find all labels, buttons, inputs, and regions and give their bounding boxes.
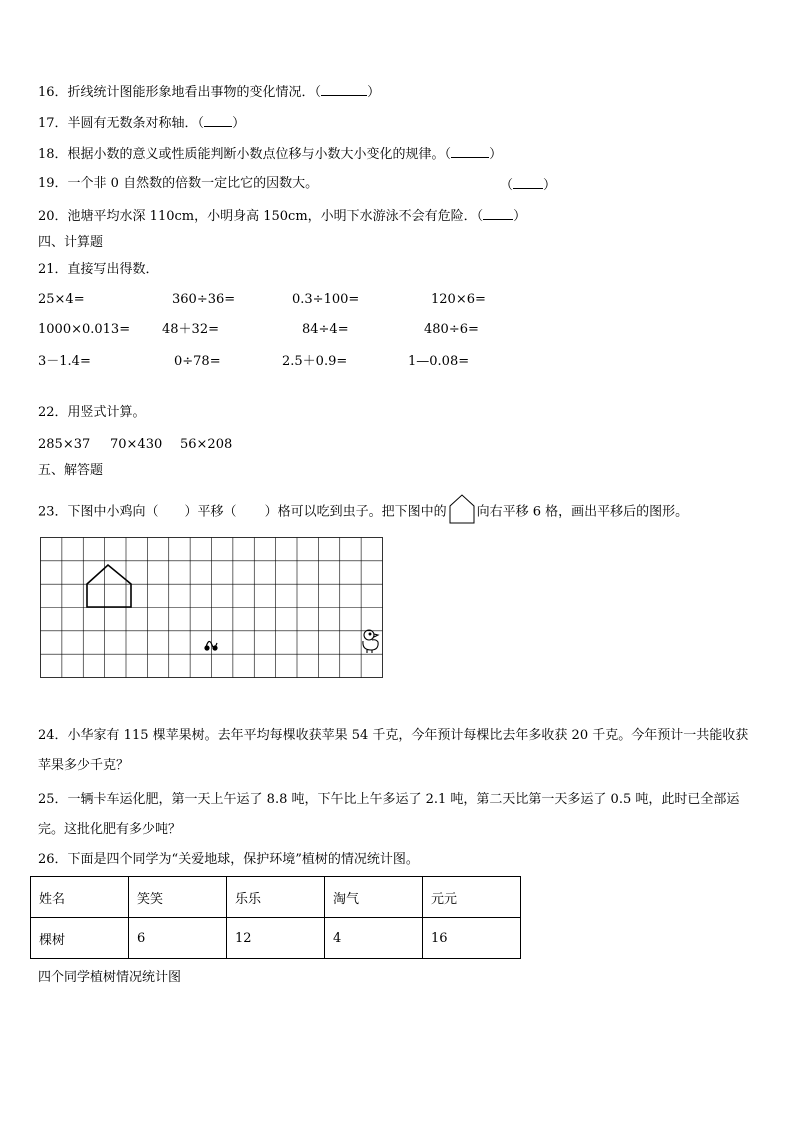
chart-title: 四个同学植树情况统计图	[38, 970, 182, 985]
question-24: 24．小华家有 115 棵苹果树。去年平均每棵收获苹果 54 千克，今年预计每棵比去年多收获 20 千克。今年预计一共能收获苹果多少千克？	[38, 728, 749, 773]
question-22: 22．用竖式计算。	[38, 405, 146, 420]
table-cell: 6	[129, 918, 227, 959]
translation-grid	[40, 537, 386, 684]
table-row	[31, 918, 521, 959]
table-row	[31, 877, 521, 918]
question-25: 25．一辆卡车运化肥，第一天上午运了 8.8 吨，下午比上午多运了 2.1 吨，第二天比第一天多运了 0.5 吨，此时已全部运完。这批化肥有多少吨？	[38, 792, 740, 837]
bug-icon	[205, 641, 217, 650]
section-heading-solve: 五、解答题	[38, 463, 104, 478]
vertical-calc-item: 285×37	[38, 437, 91, 452]
table-cell: 4	[325, 918, 423, 959]
question-23: 23．下图中小鸡向（ ）平移（ ）格可以吃到虫子。把下图中的 向右平移 6 格，画出平移后的图形。	[38, 494, 688, 530]
answer-blank[interactable]	[483, 207, 513, 220]
calc-item: 0÷78=	[174, 354, 221, 369]
calc-item: 0.3÷100=	[292, 292, 360, 307]
question-19: 19．一个非 0 自然数的倍数一定比它的因数大。	[38, 176, 319, 191]
table-header-cell: 元元	[423, 877, 521, 918]
calc-item: 120×6=	[431, 292, 486, 307]
answer-blank[interactable]	[204, 114, 232, 127]
answer-blank[interactable]	[451, 145, 489, 158]
calc-item: 25×4=	[38, 292, 85, 307]
calc-item: 480÷6=	[424, 322, 479, 337]
vertical-calc-item: 56×208	[180, 437, 233, 452]
question-18: 18．根据小数的意义或性质能判断小数点位移与小数大小变化的规律。（ ）	[38, 147, 503, 162]
question-19-bracket: （ ）	[500, 178, 557, 193]
section-heading-calc: 四、计算题	[38, 235, 104, 250]
calc-item: 3－1.4=	[38, 354, 91, 369]
house-shape-icon	[449, 494, 475, 530]
chick-icon	[363, 630, 378, 653]
calc-item: 84÷4=	[302, 322, 349, 337]
calc-item: 1000×0.013=	[38, 322, 131, 337]
question-26: 26．下面是四个同学为“关爱地球，保护环境”植树的情况统计图。	[38, 852, 419, 867]
table-cell: 12	[227, 918, 325, 959]
calc-item: 360÷36=	[172, 292, 236, 307]
table-cell: 棵树	[31, 918, 129, 959]
table-header-cell: 乐乐	[227, 877, 325, 918]
table-header-cell: 姓名	[31, 877, 129, 918]
table-header-cell: 淘气	[325, 877, 423, 918]
question-17: 17．半圆有无数条对称轴．（ ）	[38, 116, 246, 131]
question-21: 21．直接写出得数．	[38, 262, 159, 277]
table-header-cell: 笑笑	[129, 877, 227, 918]
table-cell: 16	[423, 918, 521, 959]
vertical-calc-item: 70×430	[110, 437, 163, 452]
tree-planting-table	[30, 876, 521, 959]
calc-item: 2.5＋0.9=	[282, 354, 348, 369]
house-shape-icon	[87, 565, 131, 607]
question-16: 16．折线统计图能形象地看出事物的变化情况．（ ）	[38, 85, 381, 100]
calc-item: 1—0.08=	[408, 354, 470, 369]
answer-blank[interactable]	[321, 83, 367, 96]
question-20: 20．池塘平均水深 110cm，小明身高 150cm，小明下水游泳不会有危险．（ ）	[38, 209, 527, 224]
calc-item: 48＋32=	[162, 322, 219, 337]
answer-blank[interactable]	[513, 176, 543, 189]
